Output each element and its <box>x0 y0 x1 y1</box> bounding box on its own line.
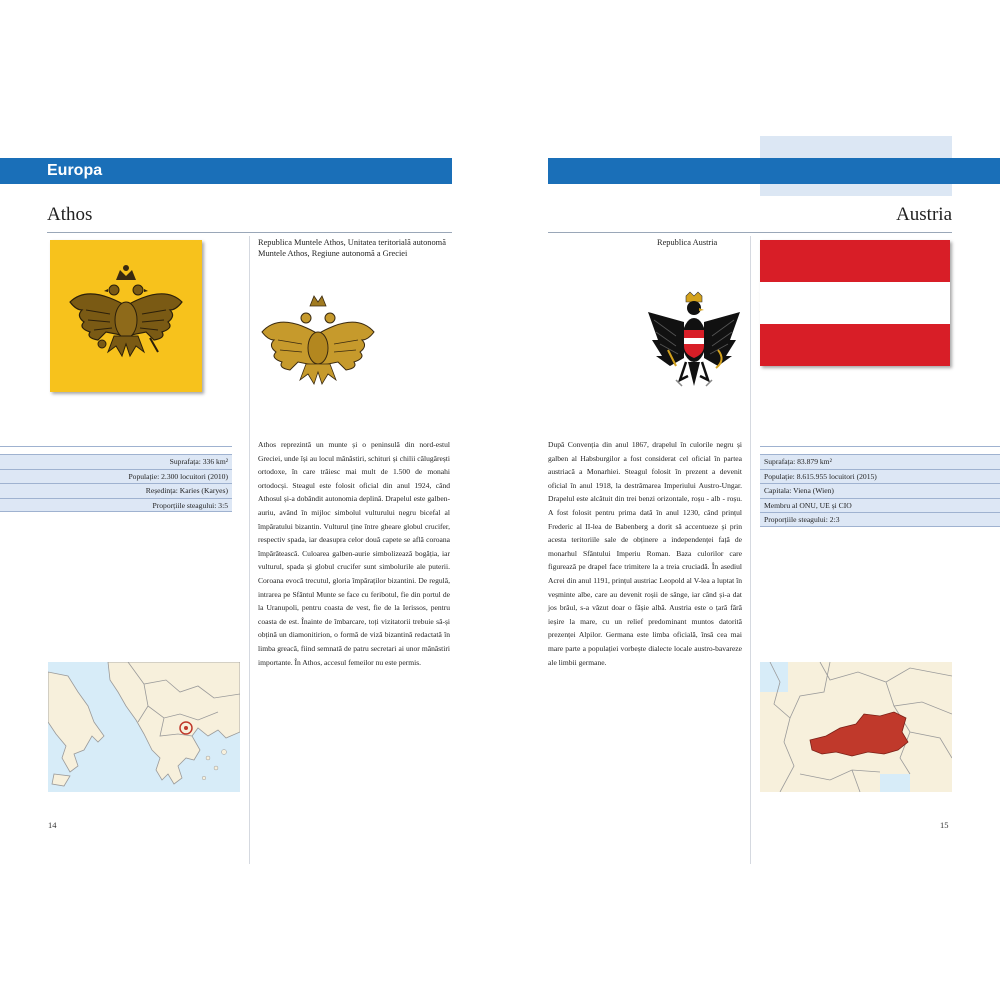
page-number-right: 15 <box>940 820 949 830</box>
athos-coat-of-arms-icon <box>258 292 378 388</box>
athos-body-paragraph: Athos reprezintă un munte și o peninsulă din nord-estul Greciei, unde își au locul mănăstiri, schituri și chilii călugărești ortodoxe, în care trăiesc mai mult de 1.500 de monahi ortodocși. Steagul este folosit oficial din anul 1924, când Athosul și-a dobândit autonomia deplină. Drapelul este galben-auriu, având în mijloc simbolul vulturului negru bicefal al împăratului bizantin. Vulturul ține între gheare globul crucifer, respectiv spada, iar deasupra celor două capete se află coroana împărătească. Culoarea galben-aurie simbolizează bogăția, iar vulturul, spada și globul crucifer sunt simbolurile ale puterii. Coroana evocă trecutul, gloria împăraților bizantini. De regulă, intrarea pe Sfântul Munte se face cu feribotul, fie din portul de la Uranupoli, pentru coasta de vest, fie de la Ierissos, pentru coasta de est. Înainte de îmbarcare, toți vizitatorii trebuie să-și obțină un diamonitirion, o formă de viză bizantină redactată în limba greacă, fiind semnată de patru secretari ai unor mănăstiri importante. În Athos, accesul femeilor nu este permis. <box>258 440 450 667</box>
fact-row: Populație: 8.615.955 locuitori (2015) <box>760 469 1000 484</box>
page-title-athos: Athos <box>47 204 93 225</box>
austria-flag-top-band <box>760 240 950 282</box>
column-divider-left <box>249 236 250 864</box>
title-rule-left <box>47 232 452 233</box>
column-divider-right <box>750 236 751 864</box>
page-number-left: 14 <box>48 820 57 830</box>
section-header-bar-left <box>0 158 452 184</box>
athos-body-text <box>258 438 450 669</box>
page-title-austria: Austria <box>896 204 952 225</box>
section-header-bar-right <box>548 158 1000 184</box>
double-headed-eagle-icon <box>50 240 202 392</box>
fact-row: Membru al ONU, UE și CIO <box>760 498 1000 513</box>
fact-row: Suprafața: 336 km² <box>0 454 232 469</box>
fact-row: Capitala: Viena (Wien) <box>760 483 1000 498</box>
section-label: Europa <box>47 162 103 179</box>
austria-body-paragraph: După Convenția din anul 1867, drapelul în culorile negru și galben al Habsburgilor a fost considerat cel oficial în partea austriacă a Monarhiei. Steagul folosit în prezent a devenit oficial în anul 1918, la destrămarea Imperiului Austro-Ungar. Drapelul este alcătuit din trei benzi orizontale, roșu - alb - roșu. A fost folosit pentru prima dată în anul 1230, când prințul Frederic al II-lea de Babenberg a dorit să accentueze și prin acesta teritoriile sale de obținere a independenței față de monarhul Sfântului Imperiu Roman. Baza culorilor care figurează pe drapel face trimitere la a treia cruciadă. În asediul Acrei din anul 1191, prințul austriac Leopold al V-lea a luptat în veșminte albe, care au devenit roșii de sânge, iar când și-a dat jos brâul, s-a văzut doar o fâșie albă. Austria este o țară fără ieșire la mare, cu un relief predominant muntos datorită prezenței Alpilor. Germana este limba oficială, însă cea mai mare parte a populației vorbește dialecte locale austro-bavareze ale limbii germane. <box>548 440 742 667</box>
fact-row: Proporțiile steagului: 2:3 <box>760 512 1000 527</box>
athos-facts-top-rule <box>0 446 232 447</box>
austria-facts-table <box>760 454 1000 527</box>
austria-coat-of-arms-icon <box>646 290 742 394</box>
athos-facts-table <box>0 454 232 512</box>
austria-flag-middle-band <box>760 282 950 324</box>
austria-location-map <box>760 662 952 792</box>
athos-location-map <box>48 662 240 792</box>
austria-body-text <box>548 438 742 669</box>
fact-row: Populație: 2.300 locuitori (2010) <box>0 469 232 484</box>
title-rule-right <box>548 232 952 233</box>
austria-flag <box>760 240 950 366</box>
official-name-austria: Republica Austria <box>657 238 718 247</box>
athos-flag <box>50 240 202 392</box>
austria-facts-top-rule <box>760 446 1000 447</box>
austria-flag-bottom-band <box>760 324 950 366</box>
fact-row: Proporțiile steagului: 3:5 <box>0 498 232 513</box>
fact-row: Suprafața: 83.879 km² <box>760 454 1000 469</box>
official-name-athos: Republica Muntele Athos, Unitatea teritorială autonomă Muntele Athos, Regiune autonomă a Greciei <box>258 238 446 258</box>
fact-row: Reședința: Karies (Karyes) <box>0 483 232 498</box>
